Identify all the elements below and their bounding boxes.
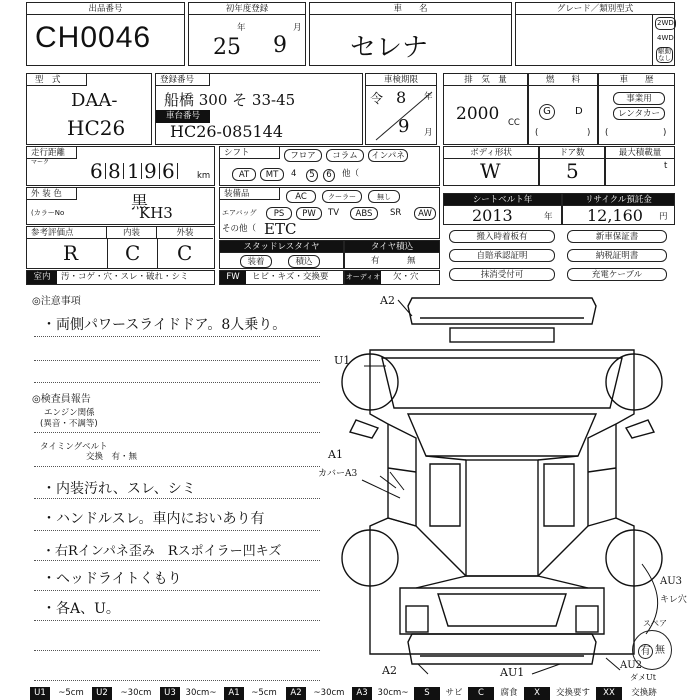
inspection-year: 8 [396,88,407,107]
color-label: 外 装 色 [27,188,77,200]
cc-unit: CC [508,118,520,128]
grade-label: グレード／類別型式 [516,3,674,15]
mileage-cell [26,146,215,186]
drive-4wd: 4WD [657,34,674,42]
mileage-digits [87,155,195,185]
model-line2: HC26 [67,116,126,140]
shift-column: コラム [326,149,364,162]
interior-score: C [125,241,141,265]
history-paren-open: ( [605,128,609,138]
legend-val-u3: 30cm~ [185,688,217,698]
mark-au2-sub: ダメUt [630,673,656,682]
recycle-cell [562,193,675,225]
recycle-unit: 円 [659,212,668,222]
tire-no: 無 [407,256,416,266]
fuel-d: D [575,106,583,117]
model-cell [26,73,152,145]
inspector-item-3: ・右Rインパネ歪み Rスポイラー凹キズ [42,544,282,559]
equip-sr: SR [390,208,402,218]
legend-key-a1: A1 [224,687,244,700]
mark-au2: AU2 [620,660,643,671]
color-value: 黒 [131,193,148,213]
first-registration-label: 初年度登録 [189,3,305,15]
equip-pw: PW [296,207,322,220]
color-code: KH3 [139,204,173,222]
shift-dash: インパネ [368,149,408,162]
engine-sub: (異音・不調等) [40,419,98,429]
equip-none: 無し [368,190,400,203]
model-label: 型 式 [27,74,87,86]
inspector-item-2: ・ハンドルスレ。車内においあり有 [42,511,265,527]
chassis-label: 車台番号 [156,110,210,123]
legend-val-xx: 交換跡 [631,688,657,698]
shift-at: AT [232,168,256,181]
inspector-title: ◎検査員報告 [32,394,91,405]
spare-yes: 有 [638,644,653,659]
equip-other-value: ETC [264,220,297,238]
lot-number-cell [26,2,185,66]
drive-none: 駆動 なし [658,47,671,62]
legend-bar [30,687,675,700]
timing-belt-label: タイミングベルト [40,442,108,452]
doc-3: 抹消受付可 [449,268,555,281]
studless-label: スタッドレスタイヤ [220,241,343,253]
doc-2: 自賠承認証明 [449,249,555,262]
first-reg-year: 25 [213,35,241,60]
fw-label: FW [220,271,246,284]
equip-airbag: エアバッグ [222,209,257,217]
legend-val-x: 交換要す [555,688,590,698]
car-name: セレナ [350,33,429,63]
shift-4: 4 [291,169,297,179]
inspector-item-4: ・ヘッドライトくもり [42,571,182,587]
doc-5: 納税証明書 [567,249,667,262]
doors-value: 5 [566,159,579,183]
scores-cell [26,226,215,269]
legend-val-s: サビ [445,688,463,698]
model-line1: DAA- [71,90,118,111]
displacement: 2000 [456,104,500,124]
fuel-paren-close: ) [587,128,591,138]
legend-val-c: 腐食 [500,688,518,698]
inspection-month-unit: 月 [424,128,433,138]
audio-label: オーディオ [345,271,381,284]
km-unit: km [197,171,211,181]
first-reg-month-unit: 月 [293,23,302,33]
legend-key-x: X [524,687,550,700]
registration-cell [155,73,363,145]
engine-label: エンジン関係 [44,408,95,418]
mark-a1: A1 [328,448,343,461]
seatbelt-label: シートベルト年 [444,194,561,206]
legend-val-a2: ~30cm [313,688,345,698]
inspection-cell [365,73,437,145]
equipment-cell [219,187,440,239]
legend-key-a2: A2 [286,687,306,700]
shift-6: 6 [323,169,335,182]
first-reg-year-unit: 年 [237,23,246,33]
notes-title: ◎注意事項 [32,296,81,307]
body-type-label: ボディ形状 [444,147,538,159]
displacement-label: 排 気 量 [444,74,527,86]
studless-cell [219,240,344,269]
inspector-item-1: ・内装汚れ、スレ、シミ [42,481,196,497]
grade-cell [515,2,675,66]
capacity-cell [605,146,675,186]
displacement-cell [443,73,528,145]
legend-key-u2: U2 [92,687,112,700]
legend-key-u3: U3 [160,687,180,700]
shift-other: 他（ [342,169,360,179]
fuel-paren-open: ( [535,128,539,138]
mark-cover-a3: カバーA3 [318,469,358,479]
fw-cell [219,270,344,285]
color-cell [26,187,215,225]
reg-no: 船橋 300 そ 33-45 [164,91,296,109]
mileage-mark: マーク [31,159,50,166]
mark-au3-sub: キレ穴 [660,595,687,605]
studless-fitted: 装着 [240,255,272,268]
spare-label: スペア [643,619,667,628]
legend-key-s: S [414,687,440,700]
mark-a2-top: A2 [380,294,395,307]
inspection-month: 9 [398,116,410,137]
equip-tv: TV [328,208,340,218]
timing-belt-options: 交換 有・無 [86,452,138,462]
history-rental: レンタカー [613,107,665,120]
first-reg-month: 9 [273,33,287,58]
legend-val-a3: 30cm~ [377,688,409,698]
shift-label: シフト [220,147,280,159]
doors-label: ドア数 [540,147,604,159]
capacity-unit: t [664,161,668,171]
legend-key-a3: A3 [352,687,372,700]
seatbelt-year: 2013 [472,206,513,225]
history-cell [598,73,675,145]
car-diagram [320,288,695,684]
mileage-digit-3: 1 [127,159,140,183]
equip-other: その他（ [222,224,257,234]
audio-cell [344,270,440,285]
tire-stack-label: タイヤ積込 [345,241,439,253]
inspection-year-unit: 年 [424,92,433,102]
car-name-label: 車 名 [310,3,511,15]
doors-cell [539,146,605,186]
mileage-label: 走行距離 [27,147,77,159]
ref-score-label: 参考評価点 [27,227,107,239]
seatbelt-cell [443,193,562,225]
tire-yes: 有 [371,256,380,266]
equip-ps: PS [266,207,292,220]
capacity-label: 最大積載量 [606,147,674,159]
shift-5: 5 [306,169,318,182]
mark-au3: AU3 [660,576,683,587]
shift-cell [219,146,440,186]
equip-cooler: クーラー [322,190,362,203]
recycle-label: リサイクル預託金 [563,194,674,206]
fuel-cell [528,73,598,145]
doc-4: 新車保証書 [567,230,667,243]
doc-6: 充電ケーブル [567,268,667,281]
mileage-digit-2: 8 [108,159,121,183]
equip-label: 装備品 [220,188,280,200]
fw-items: ヒビ・キズ・交換要 [252,272,329,282]
interior-condition-items: 汚・コゲ・穴・スレ・破れ・シミ [61,272,189,282]
drive-2wd: 2WD [655,17,676,30]
legend-val-u1: ~5cm [58,688,84,698]
history-paren-close: ) [663,128,667,138]
inspection-era: 令 [370,92,384,107]
doc-1: 搬入時着板有 [449,230,555,243]
mark-a2-bottom: A2 [382,664,397,677]
shift-floor: フロア [284,149,322,162]
spare-tire-icon [632,630,672,670]
inspector-item-5: ・各A、U。 [42,601,120,617]
history-business: 事業用 [613,92,665,105]
color-code-label: (カラーNo [31,209,65,217]
recycle-value: 12,160 [587,206,643,225]
inspection-label: 車検期限 [366,74,436,86]
seatbelt-year-unit: 年 [544,212,553,222]
audio-items: 欠・穴 [393,272,419,282]
mileage-digit-5: 6 [162,159,175,183]
mark-u1: U1 [334,354,351,367]
car-name-cell [309,2,512,66]
tire-stack-cell [344,240,440,269]
chassis-no: HC26-085144 [170,122,284,141]
interior-condition-cell [26,270,215,285]
reg-no-label: 登録番号 [156,74,210,86]
mileage-digit-4: 9 [144,159,157,183]
exterior-score: C [177,241,193,265]
ref-score: R [63,241,79,265]
lot-number-label: 出品番号 [27,3,184,15]
interior-condition-label: 室内 [27,271,57,284]
studless-stacked: 積込 [288,255,320,268]
legend-key-xx: XX [596,687,622,700]
legend-val-u2: ~30cm [120,688,152,698]
spare-no: 無 [655,645,665,656]
body-type-cell [443,146,539,186]
equip-aw: AW [414,207,436,220]
history-label: 車 歴 [599,74,674,86]
notes-line-1: ・両側パワースライドドア。8人乗り。 [42,317,287,333]
mark-au1: AU1 [500,666,525,679]
fuel-label: 燃 料 [529,74,597,86]
fuel-g: G [539,104,555,120]
body-type-value: W [480,159,501,183]
legend-val-a1: ~5cm [251,688,277,698]
mileage-digit-1: 6 [90,159,103,183]
equip-ac: AC [286,190,316,203]
documents-cell [443,228,675,282]
lot-number: CH0046 [35,21,152,54]
equip-abs: ABS [350,207,378,220]
interior-score-label: 内装 [107,227,157,239]
legend-key-c: C [468,687,494,700]
legend-key-u1: U1 [30,687,50,700]
shift-mt: MT [260,168,284,181]
exterior-score-label: 外装 [157,227,213,239]
first-registration-cell [188,2,306,66]
